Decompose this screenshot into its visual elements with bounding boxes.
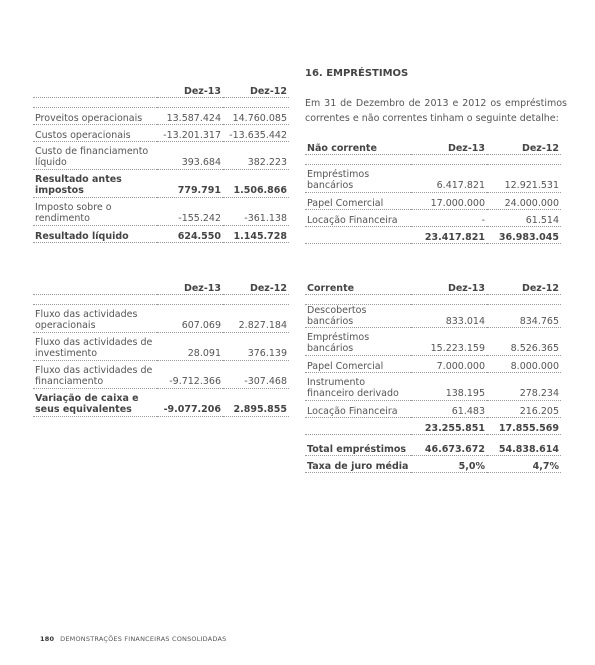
cashflow-header-label (33, 278, 157, 295)
noncurrent-header-dez13: Dez-13 (411, 138, 487, 155)
table-row (305, 435, 561, 456)
table-row (305, 356, 561, 373)
cashflow-table (33, 278, 289, 417)
row-value-dez12: -361.138 (223, 198, 289, 226)
row-value-dez12: -13.635.442 (223, 125, 289, 142)
row-value-dez12: 382.223 (223, 142, 289, 170)
table-row (305, 210, 561, 227)
table-row (33, 226, 289, 243)
row-value-dez13: 833.014 (411, 305, 487, 328)
row-value-dez13: -13.201.317 (157, 125, 223, 142)
table-row (305, 165, 561, 193)
row-value-dez13: 5,0% (411, 456, 487, 473)
row-label: Papel Comercial (305, 356, 411, 373)
table-row (305, 193, 561, 210)
row-label: Fluxo das actividades de financiamento (33, 361, 157, 389)
current-header-dez12: Dez-12 (487, 278, 561, 295)
row-value-dez13: 7.000.000 (411, 356, 487, 373)
row-value-dez12: 216.205 (487, 401, 561, 418)
row-label: Instrumento financeiro derivado (305, 373, 411, 401)
row-value-dez12: 834.765 (487, 305, 561, 328)
row-value-dez13: 17.000.000 (411, 193, 487, 210)
row-value-dez13: 15.223.159 (411, 328, 487, 356)
noncurrent-header-row (305, 138, 561, 155)
noncurrent-header-dez12: Dez-12 (487, 138, 561, 155)
row-value-dez12: 14.760.085 (223, 108, 289, 125)
row-label (305, 227, 411, 244)
current-header-label: Corrente (305, 278, 411, 295)
row-value-dez13: 6.417.821 (411, 165, 487, 193)
row-value-dez13: 28.091 (157, 333, 223, 361)
table-row (33, 305, 289, 333)
page-footer (40, 635, 227, 643)
row-label: Locação Financeira (305, 401, 411, 418)
row-value-dez13: 46.673.672 (411, 435, 487, 456)
income-header-dez12: Dez-12 (223, 81, 289, 98)
row-value-dez12: 36.983.045 (487, 227, 561, 244)
row-label: Locação Financeira (305, 210, 411, 227)
table-row (33, 142, 289, 170)
row-label: Total empréstimos (305, 435, 411, 456)
table-row (33, 125, 289, 142)
footer-text: DEMONSTRAÇÕES FINANCEIRAS CONSOLIDADAS (60, 635, 227, 643)
row-value-dez13: - (411, 210, 487, 227)
row-value-dez12: 61.514 (487, 210, 561, 227)
row-label: Resultado antes impostos (33, 170, 157, 198)
table-row (305, 401, 561, 418)
row-label: Custo de financiamento líquido (33, 142, 157, 170)
table-row (33, 389, 289, 417)
row-value-dez12: 1.506.866 (223, 170, 289, 198)
section-title: 16. EMPRÉSTIMOS (305, 68, 409, 79)
row-value-dez12: 376.139 (223, 333, 289, 361)
row-value-dez13: -9.712.366 (157, 361, 223, 389)
table-row (33, 108, 289, 125)
row-value-dez12: 2.895.855 (223, 389, 289, 417)
row-label: Custos operacionais (33, 125, 157, 142)
section-paragraph: Em 31 de Dezembro de 2013 e 2012 os empréstimos correntes e não correntes tinham o seguinte detalhe: (305, 98, 567, 124)
table-row (305, 373, 561, 401)
page-number: 180 (40, 635, 55, 643)
row-value-dez12: 278.234 (487, 373, 561, 401)
row-value-dez12: 17.855.569 (487, 418, 561, 435)
table-row (305, 305, 561, 328)
row-label (305, 418, 411, 435)
row-label: Empréstimos bancários (305, 328, 411, 356)
income-header-dez13: Dez-13 (157, 81, 223, 98)
cashflow-header-dez12: Dez-12 (223, 278, 289, 295)
table-row (33, 170, 289, 198)
row-value-dez13: -9.077.206 (157, 389, 223, 417)
row-value-dez13: 779.791 (157, 170, 223, 198)
row-value-dez12: 4,7% (487, 456, 561, 473)
current-header-dez13: Dez-13 (411, 278, 487, 295)
row-value-dez13: 138.195 (411, 373, 487, 401)
row-label: Proveitos operacionais (33, 108, 157, 125)
table-row (33, 333, 289, 361)
income-table (33, 81, 289, 243)
noncurrent-header-label: Não corrente (305, 138, 411, 155)
row-value-dez12: 8.526.365 (487, 328, 561, 356)
row-label: Resultado líquido (33, 226, 157, 243)
row-value-dez12: 24.000.000 (487, 193, 561, 210)
table-row (33, 198, 289, 226)
current-header-row (305, 278, 561, 295)
row-label: Descobertos bancários (305, 305, 411, 328)
table-row (305, 418, 561, 435)
table-row (305, 328, 561, 356)
row-value-dez12: 2.827.184 (223, 305, 289, 333)
row-value-dez13: 61.483 (411, 401, 487, 418)
row-value-dez12: 12.921.531 (487, 165, 561, 193)
row-value-dez12: 1.145.728 (223, 226, 289, 243)
row-label: Fluxo das actividades operacionais (33, 305, 157, 333)
table-row (33, 361, 289, 389)
income-header-label (33, 81, 157, 98)
row-value-dez13: 23.255.851 (411, 418, 487, 435)
income-header-row (33, 81, 289, 98)
table-row (305, 456, 561, 473)
row-value-dez13: 393.684 (157, 142, 223, 170)
row-value-dez12: 8.000.000 (487, 356, 561, 373)
row-label: Taxa de juro média (305, 456, 411, 473)
row-value-dez13: 624.550 (157, 226, 223, 243)
row-label: Imposto sobre o rendimento (33, 198, 157, 226)
noncurrent-table (305, 138, 561, 244)
row-value-dez13: 607.069 (157, 305, 223, 333)
row-value-dez12: 54.838.614 (487, 435, 561, 456)
row-value-dez13: 23.417.821 (411, 227, 487, 244)
table-row (305, 227, 561, 244)
row-label: Empréstimos bancários (305, 165, 411, 193)
cashflow-header-dez13: Dez-13 (157, 278, 223, 295)
row-label: Papel Comercial (305, 193, 411, 210)
current-table (305, 278, 561, 473)
row-value-dez13: -155.242 (157, 198, 223, 226)
row-value-dez12: -307.468 (223, 361, 289, 389)
row-label: Fluxo das actividades de investimento (33, 333, 157, 361)
row-label: Variação de caixa e seus equivalentes (33, 389, 157, 417)
cashflow-header-row (33, 278, 289, 295)
row-value-dez13: 13.587.424 (157, 108, 223, 125)
